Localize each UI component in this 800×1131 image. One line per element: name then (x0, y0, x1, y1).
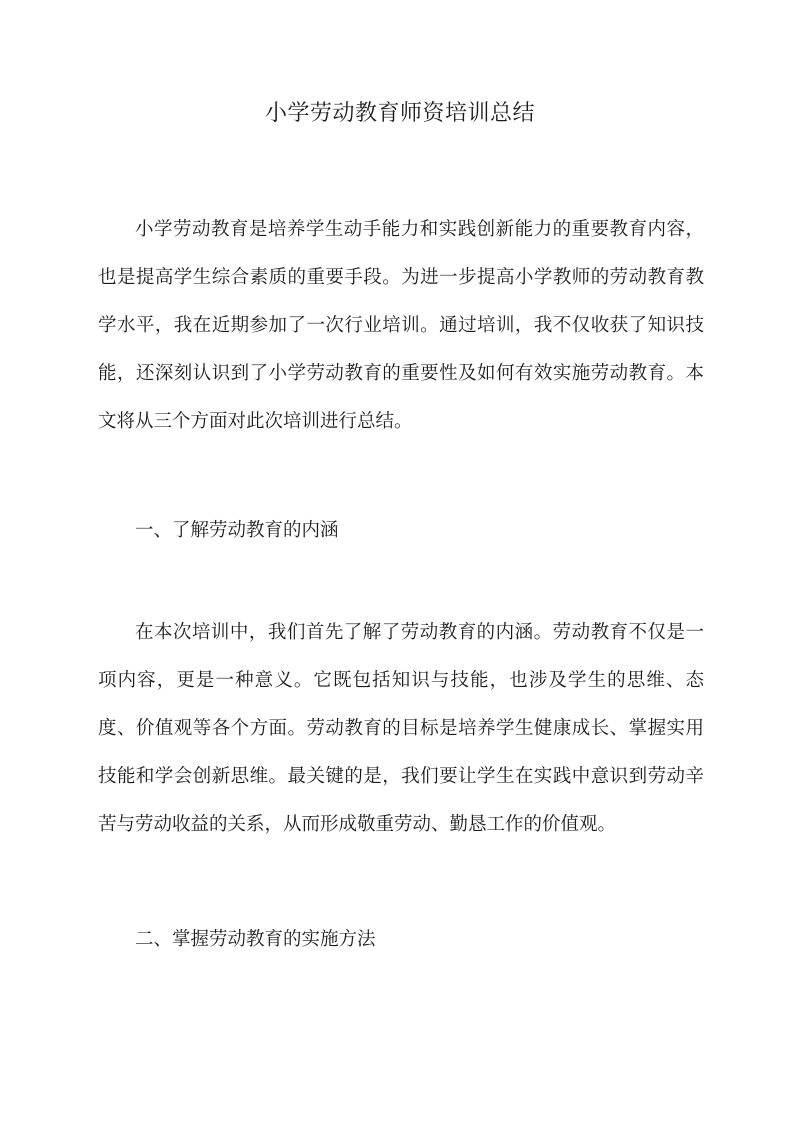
section-paragraph-1: 在本次培训中，我们首先了解了劳动教育的内涵。劳动教育不仅是一项内容，更是一种意义。它既包括知识与技能，也涉及学生的思维、态度、价值观等各个方面。劳动教育的目标是培养学生健康成长、掌握实用技能和学会创新思维。最关键的是，我们要让学生在实践中意识到劳动辛苦与劳动收益的关系，从而形成敬重劳动、勤恳工作的价值观。 (98, 622, 704, 835)
section-heading-1: 一、了解劳动教育的内涵 (135, 520, 339, 541)
section-heading-2: 二、掌握劳动教育的实施方法 (135, 929, 376, 950)
document-title: 小学劳动教育师资培训总结 (264, 101, 535, 126)
intro-paragraph: 小学劳动教育是培养学生动手能力和实践创新能力的重要教育内容，也是提高学生综合素质的重要手段。为进一步提高小学教师的劳动教育教学水平，我在近期参加了一次行业培训。通过培训，我不仅收获了知识技能，还深刻认识到了小学劳动教育的重要性及如何有效实施劳动教育。本文将从三个方面对此次培训进行总结。 (98, 219, 704, 432)
